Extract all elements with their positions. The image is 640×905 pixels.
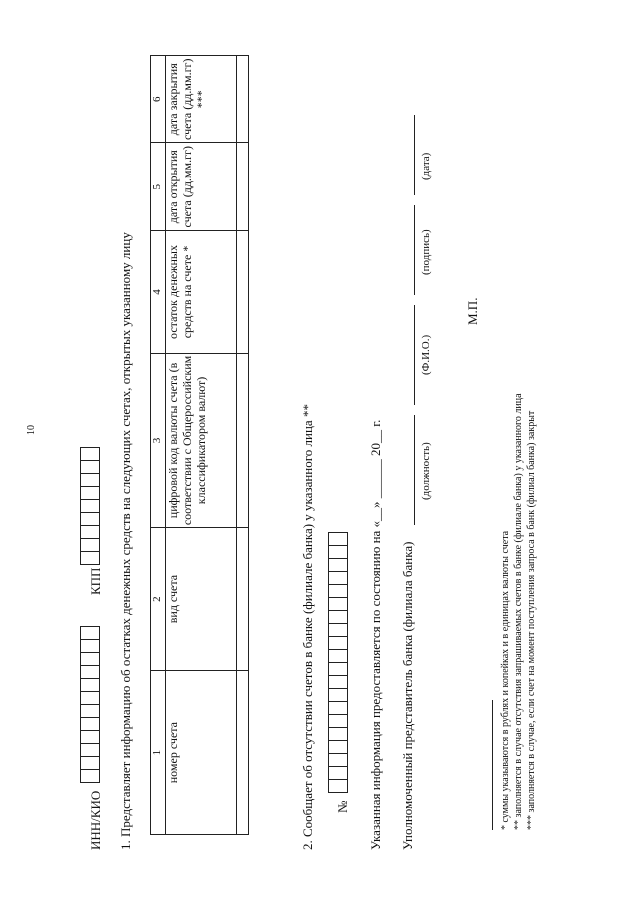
table-empty-row	[237, 56, 249, 835]
table-number-row	[151, 56, 166, 835]
section2-text: 2. Сообщает об отсутствии счетов в банке (филиале банка) у указанного лица **	[300, 404, 315, 850]
kpp-label: КПП	[88, 567, 103, 595]
header-open-date: дата открытия счета (дд.мм.гг)	[166, 143, 237, 230]
col-number: 5	[151, 143, 166, 230]
col-number: 1	[151, 671, 166, 835]
accounts-table	[150, 55, 249, 835]
account-number-boxes	[328, 532, 348, 793]
label-name: (Ф.И.О.)	[420, 334, 432, 375]
page-number: 10	[26, 425, 37, 435]
col-number: 4	[151, 230, 166, 353]
table-header-row	[166, 56, 237, 835]
position-line	[414, 415, 415, 525]
inn-label: ИНН/КИО	[88, 790, 103, 850]
date-sign-line	[414, 115, 415, 195]
label-signature: (подпись)	[420, 229, 432, 275]
footnote-3: *** заполняется в случае, если счет на момент поступления запроса в банк (филиал банка) закрыт	[526, 410, 537, 830]
header-currency-code: цифровой код валюты счета (в соответствии с Общероссийским классификатором валют)	[166, 354, 237, 528]
representative-label: Уполномоченный представитель банка (филиала банка)	[400, 541, 415, 850]
label-position: (должность)	[420, 442, 432, 500]
kpp-boxes	[80, 447, 100, 565]
header-balance: остаток денежных средств на счете *	[166, 230, 237, 353]
label-date: (дата)	[420, 152, 432, 180]
col-number: 3	[151, 354, 166, 528]
number-sign: №	[335, 800, 350, 813]
section1-text: 1. Представляет информацию об остатках денежных средств на следующих счетах, открытых указанному лицу	[118, 232, 133, 850]
col-number: 6	[151, 56, 166, 144]
footnote-1: * суммы указываются в рублях и копейках и в единицах валюты счета	[500, 530, 511, 830]
stamp-label: М.П.	[465, 297, 480, 325]
signature-line	[414, 205, 415, 295]
col-number: 2	[151, 527, 166, 670]
name-line	[414, 305, 415, 405]
footnote-separator	[492, 700, 493, 830]
inn-boxes	[80, 626, 100, 783]
header-close-date: дата закрытия счета (дд.мм.гг) ***	[166, 56, 237, 144]
date-line: Указанная информация предоставляется по состоянию на «__» ______ 20__ г.	[368, 419, 383, 850]
footnote-2: ** заполняется в случае отсутствия запрашиваемых счетов в банке (филиале банка) у указанного лица	[513, 393, 524, 830]
header-account-number: номер счета	[166, 671, 237, 835]
header-account-type: вид счета	[166, 527, 237, 670]
